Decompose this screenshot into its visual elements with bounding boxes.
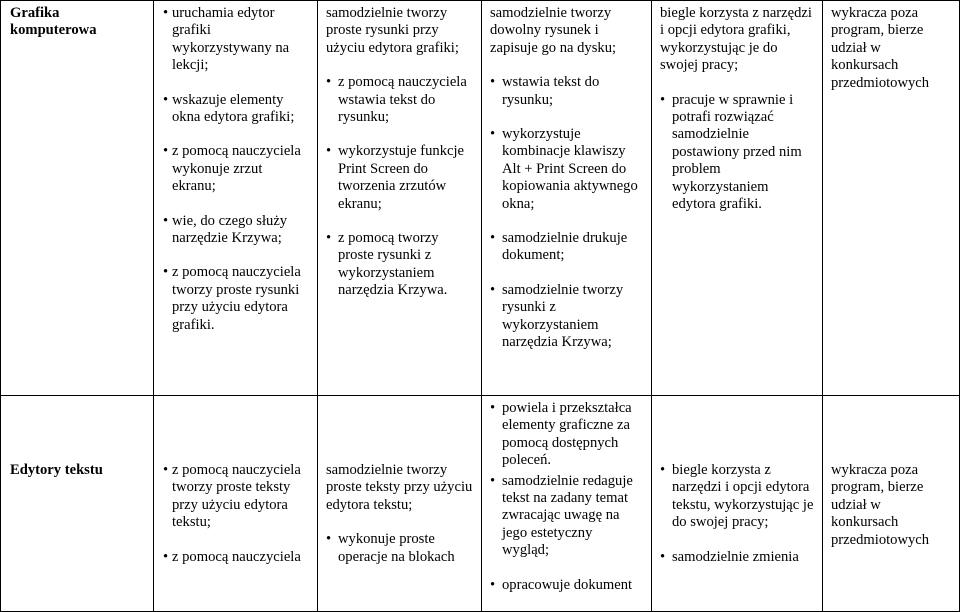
list-item: • powiela i przekształca elementy graficzne za pomocą dostępnych poleceń. — [490, 400, 643, 470]
list-item: • z pomocą nauczyciela wstawia tekst do rysunku; — [326, 74, 473, 126]
subject-label: Grafika komputerowa — [10, 5, 97, 39]
list-item: • z pomocą nauczyciela — [168, 549, 309, 566]
subject-cell — [1, 1, 154, 396]
cell-text: wykracza poza program, bierze udział w konkursach przedmiotowych — [831, 462, 930, 548]
list-item: • biegle korzysta z narzędzi i opcji edytora tekstu, wykorzystując je do swojej pracy; — [660, 462, 814, 532]
list-item: • samodzielnie drukuje dokument; — [490, 230, 643, 265]
list-item: biegle korzysta z narzędzi i opcji edytora grafiki, wykorzystując je do swojej pracy; — [660, 5, 812, 74]
criteria-cell-grade-6 — [823, 1, 960, 396]
list-item: • pracuje w sprawnie i potrafi rozwiązać samodzielnie postawiony przed nim problem wykorzystaniem edytora grafiki. — [660, 92, 814, 214]
criteria-cell-grade-5 — [652, 396, 823, 612]
criteria-cell-grade-3 — [318, 396, 482, 612]
criteria-cell-grade-4 — [482, 396, 652, 612]
list-item: samodzielnie tworzy dowolny rysunek i zapisuje go na dysku; — [490, 5, 617, 56]
criteria-cell-grade-3 — [318, 1, 482, 396]
table-row — [1, 1, 960, 396]
subject-cell — [1, 396, 154, 612]
list-item: • z pomocą tworzy proste rysunki z wykorzystaniem narzędzia Krzywa. — [326, 230, 473, 300]
list-item: • uruchamia edytor grafiki wykorzystywany na lekcji; — [168, 5, 309, 75]
criteria-cell-grade-5 — [652, 1, 823, 396]
list-item: • z pomocą nauczyciela wykonuje zrzut ekranu; — [168, 143, 309, 195]
cell-text: wykracza poza program, bierze udział w konkursach przedmiotowych — [831, 5, 930, 91]
criteria-cell-grade-2 — [154, 396, 318, 612]
list-item: • samodzielnie zmienia — [660, 549, 814, 566]
list-item: • wykorzystuje funkcje Print Screen do tworzenia zrzutów ekranu; — [326, 143, 473, 213]
criteria-cell-grade-4 — [482, 1, 652, 396]
list-item: • wskazuje elementy okna edytora grafiki; — [168, 92, 309, 127]
list-item: • z pomocą nauczyciela tworzy proste teksty przy użyciu edytora tekstu; — [168, 462, 309, 532]
list-item: • opracowuje dokument — [490, 577, 643, 594]
subject-label: Edytory tekstu — [10, 462, 103, 478]
criteria-cell-grade-2 — [154, 1, 318, 396]
list-item: • wykorzystuje kombinacje klawiszy Alt + Print Screen do kopiowania aktywnego okna; — [490, 126, 643, 213]
list-item: • wie, do czego służy narzędzie Krzywa; — [168, 213, 309, 248]
list-item: • samodzielnie tworzy rysunki z wykorzystaniem narzędzia Krzywa; — [490, 282, 643, 352]
list-item: samodzielnie tworzy proste rysunki przy użyciu edytora grafiki; — [326, 5, 459, 56]
list-item: • z pomocą nauczyciela tworzy proste rysunki przy użyciu edytora grafiki. — [168, 264, 309, 334]
table-row — [1, 396, 960, 612]
criteria-cell-grade-6 — [823, 396, 960, 612]
list-item: • wstawia tekst do rysunku; — [490, 74, 643, 109]
list-item: • samodzielnie redaguje tekst na zadany temat zwracając uwagę na jego estetyczny wygląd; — [490, 473, 643, 560]
list-item: samodzielnie tworzy proste teksty przy użyciu edytora tekstu; — [326, 462, 473, 513]
list-item: • wykonuje proste operacje na blokach — [326, 531, 473, 566]
